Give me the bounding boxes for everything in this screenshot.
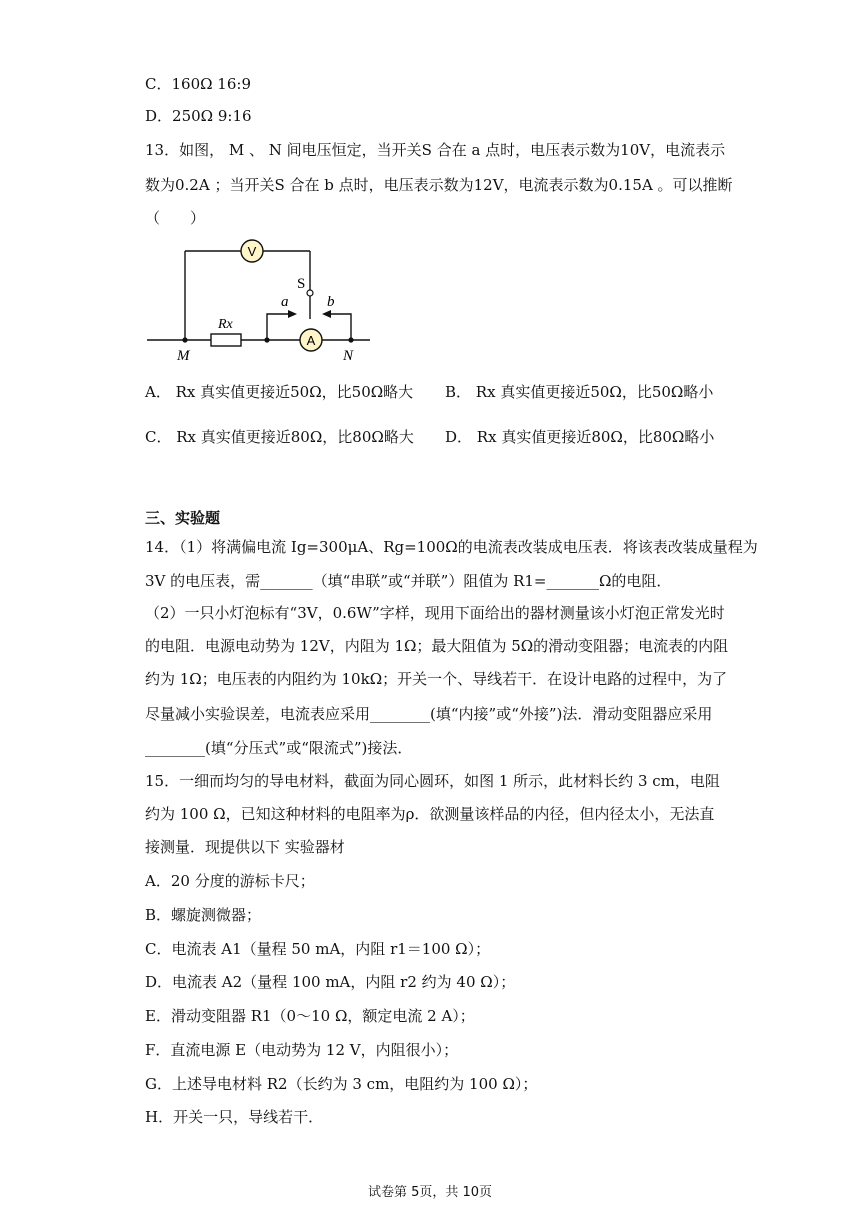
q15-item: D．电流表 A2（量程 100 mA，内阻 r2 约为 40 Ω）； [145, 973, 516, 991]
q15-item: B．螺旋测微器； [145, 906, 262, 924]
section-title: 三、实验题 [145, 509, 221, 527]
q13-line2: 数为0.2A ；当开关S 合在 b 点时，电压表示数为12V，电流表示数为0.15A 。可以推断 [145, 176, 733, 194]
terminal-a-label: a [281, 294, 289, 310]
node-m-label: M [177, 348, 190, 364]
q14-line1: 14．（1）将满偏电流 Ig=300μA、Rg=100Ω的电流表改装成电压表．将该表改装成量程为 [145, 538, 758, 556]
q14-line5: 约为 1Ω；电压表的内阻约为 10kΩ；开关一个、导线若干．在设计电路的过程中，为了 [145, 670, 728, 688]
option-12d: D．250Ω 9:16 [145, 107, 252, 125]
q15-item: C．电流表 A1（量程 50 mA，内阻 r1＝100 Ω）； [145, 940, 491, 958]
option-13c: C． Rx 真实值更接近80Ω，比80Ω略大 [145, 428, 414, 446]
q13-line1: 13．如图， M 、 N 间电压恒定，当开关S 合在 a 点时，电压表示数为10V，电流表示 [145, 141, 726, 159]
resistor-rx [211, 334, 241, 346]
switch-label: S [297, 276, 306, 292]
option-13a: A． Rx 真实值更接近50Ω，比50Ω略大 [145, 383, 414, 401]
q13-line3: （ ） [145, 209, 206, 227]
q14-line2: 3V 的电压表，需_______（填“串联”或“并联”）阻值为 R1=_______Ω的电阻． [145, 572, 672, 590]
terminal-b-label: b [327, 294, 335, 310]
option-13d: D． Rx 真实值更接近80Ω，比80Ω略小 [445, 428, 715, 446]
q15-line2: 约为 100 Ω，已知这种材料的电阻率为ρ．欲测量该样品的内径，但内径太小，无法直 [145, 805, 715, 823]
q15-item: A．20 分度的游标卡尺； [145, 872, 315, 890]
option-12c: C．160Ω 16:9 [145, 75, 251, 93]
q15-line1: 15．一细而均匀的导电材料，截面为同心圆环，如图 1 所示，此材料长约 3 cm，电阻 [145, 772, 720, 790]
q15-line3: 接测量．现提供以下 实验器材 [145, 838, 345, 856]
q15-item: H．开关一只，导线若干． [145, 1108, 324, 1126]
option-13b: B． Rx 真实值更接近50Ω，比50Ω略小 [445, 383, 714, 401]
q15-item: G．上述导电材料 R2（长约为 3 cm，电阻约为 100 Ω）； [145, 1075, 538, 1093]
q14-line3: （2）一只小灯泡标有“3V，0.6W”字样，现用下面给出的器材测量该小灯泡正常发光时 [145, 604, 725, 622]
q14-line7: ________(填“分压式”或“限流式”)接法． [145, 739, 413, 757]
circuit-diagram [145, 232, 375, 367]
ammeter-label: A [306, 333, 316, 348]
q15-item: F．直流电源 E（电动势为 12 V，内阻很小）； [145, 1041, 459, 1059]
q14-line4: 的电阻．电源电动势为 12V，内阻为 1Ω；最大阻值为 5Ω的滑动变阻器；电流表的内阻 [145, 637, 729, 655]
q14-line6: 尽量减小实验误差，电流表应采用________(填“内接”或“外接”)法．滑动变阻器应采用 [145, 705, 713, 723]
voltmeter-label: V [247, 244, 257, 259]
node-n-label: N [343, 348, 354, 364]
resistor-label: Rx [218, 317, 233, 332]
q15-item: E．滑动变阻器 R1（0～10 Ω，额定电流 2 A）； [145, 1007, 475, 1025]
page-footer: 试卷第 5页，共 10页 [367, 1185, 493, 1200]
